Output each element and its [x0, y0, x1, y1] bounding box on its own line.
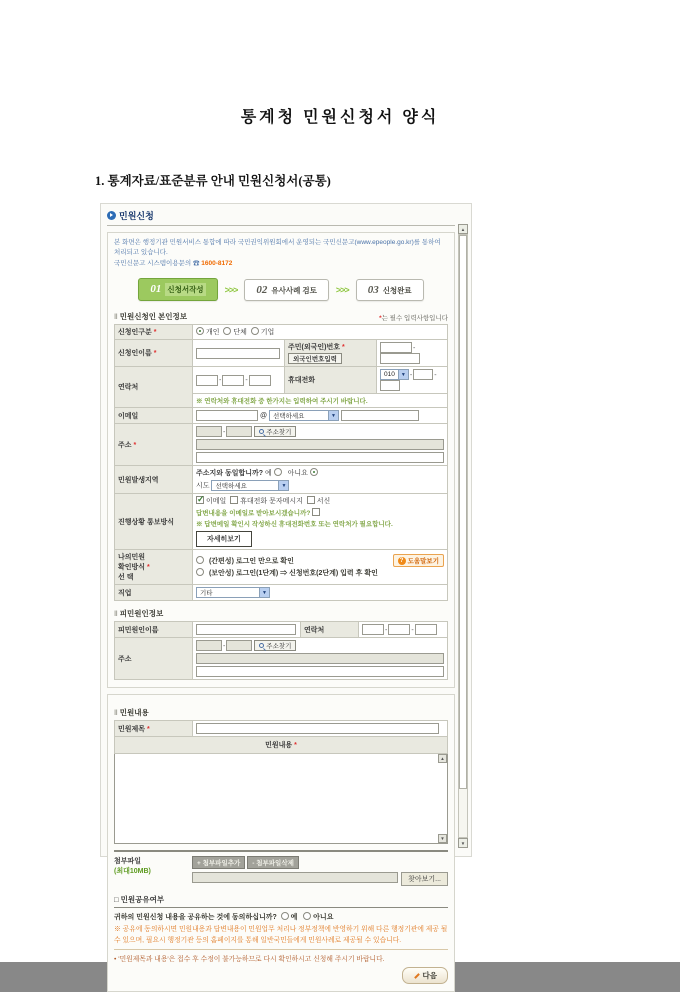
- phone-2-input[interactable]: [222, 375, 244, 386]
- sido-select[interactable]: 선택하세요 ▼: [211, 480, 289, 491]
- region-yes-label: 예: [265, 470, 272, 478]
- attachment-file-input[interactable]: [192, 872, 398, 883]
- target-address-search-button[interactable]: 주소찾기: [254, 640, 296, 651]
- progress-steps: [114, 278, 448, 301]
- notice-line2: 국민신문고 시스템이용문의 ☎: [114, 259, 200, 267]
- contact-note: ※ 연락처와 휴대전화 중 한가지는 입력하여 주시기 바랍니다.: [196, 398, 368, 406]
- sido-label: 시도: [196, 482, 210, 490]
- job-label: 직업: [115, 585, 193, 601]
- chevron-down-icon: ▼: [278, 481, 288, 490]
- checkbox-notify-email[interactable]: [196, 496, 204, 504]
- jumin-label: 주민(외국인)번호 * 외국인번호입력: [285, 340, 377, 367]
- pencil-icon: [413, 972, 420, 979]
- target-name-label: 피민원인이름: [115, 622, 193, 638]
- radio-type-company-label: 기업: [260, 329, 275, 337]
- chevron-down-icon: ▼: [328, 411, 338, 420]
- content-section-title: ‖ 민원내용: [114, 708, 149, 718]
- notify-note: ※ 답변메일 확인시 작성하신 휴대전화번호 또는 연락처가 필요합니다.: [196, 521, 393, 529]
- checkbox-answer-email[interactable]: [312, 508, 320, 516]
- applicant-section-title: ‖ 민원신청인 본인정보: [114, 312, 188, 322]
- checkbox-notify-sms[interactable]: [230, 496, 238, 504]
- radio-region-yes[interactable]: [274, 468, 282, 476]
- form-title: 민원신청: [119, 211, 154, 221]
- confirm-simple-label: (간편성) 로그인 만으로 확인: [208, 558, 294, 566]
- step-1: [138, 278, 217, 301]
- address-label: 주소 *: [115, 424, 193, 466]
- section-marker: ‖: [114, 312, 118, 322]
- share-warning: ※ 공유에 동의하시면 민원내용과 답변내용이 민원업무 처리나 정부정책에 반영하기 위해 다른 행정기관에 제공 될 수 있으며, 필요시 행정기관 등의 홈페이지를 통해 일반국민들에게 민원사례로 제공될 수 있습니다.: [114, 926, 448, 944]
- step-1-label: 신청서작성: [167, 285, 204, 295]
- help-button[interactable]: ? 도움말보기: [393, 554, 444, 567]
- zip-1-input[interactable]: [196, 426, 222, 437]
- target-address-detail-input[interactable]: [196, 666, 444, 677]
- step-2-number: 02: [256, 283, 268, 296]
- content-panel: [107, 694, 455, 992]
- applicant-name-label: 신청인이름 *: [115, 340, 193, 367]
- form-header: [107, 209, 455, 226]
- notify-letter-label: 서신: [316, 498, 331, 506]
- notify-email-label: 이메일: [205, 498, 227, 506]
- step-3-label: 신청완료: [382, 285, 412, 295]
- email-at: @: [259, 412, 268, 420]
- subject-input[interactable]: [196, 723, 439, 734]
- section-marker: ‖: [114, 609, 118, 619]
- jumin-front-input[interactable]: [380, 342, 412, 353]
- mobile-3-input[interactable]: [380, 380, 400, 391]
- radio-type-individual-label: 개인: [205, 329, 220, 337]
- notify-sms-label: 휴대전화 문자메시지: [240, 498, 303, 506]
- mobile-prefix-select[interactable]: 010 ▼: [380, 369, 409, 380]
- address-detail-input[interactable]: [196, 452, 444, 463]
- applicant-table: 신청인구분 * 개인 단체 기업 신청인이름 * 주민(외국인)번호 * 외국인번호입력 - 연락처 - - 휴대전화 010 ▼ - - ※ 연락처와 휴대전화 중 한가지는 입력하여 주시기 바랍니다. 이메일 @ 선택하세요 ▼ 주소 * - 주소찾기 민원발생지역 주소지와 동일합니까? 예 아니요 시도 선택하세요 ▼ 진행상황 통보방식 ✓ 이메일 휴대전화 문자메시지 서신 답변내용을 이메일로 받아보시겠습니까? ※ 답변메일 확인시 작성하신 휴대전화번호 또는 연락처가 필요합니다. 자세히보기 나의민원 확인방식 * 선 택 ? 도움말보기 (간편성) 로그인 만으로 확인 (보안성) 로그인(1단계) ⇒ 신청번호(2단계) 입력 후 확인 직업 기타 ▼: [114, 324, 448, 601]
- region-label: 민원발생지역: [115, 466, 193, 494]
- content-section-bar: [114, 707, 448, 718]
- radio-type-group-label: 단체: [233, 329, 247, 337]
- notice-phone: 1600-8172: [201, 259, 233, 267]
- radio-confirm-secure[interactable]: [196, 568, 204, 576]
- next-button[interactable]: 다음: [402, 967, 449, 984]
- zip-2-input[interactable]: [226, 426, 252, 437]
- textarea-scroll-down-icon[interactable]: ▼: [438, 834, 447, 843]
- body-header: 민원내용 *: [114, 737, 448, 754]
- attachment-add-button[interactable]: + 첨부파일추가: [192, 856, 245, 869]
- mobile-2-input[interactable]: [413, 369, 433, 380]
- radio-type-group[interactable]: [223, 327, 231, 335]
- email-domain-input[interactable]: [341, 410, 419, 421]
- applicant-section-bar: [114, 311, 448, 322]
- job-select[interactable]: 기타 ▼: [196, 587, 270, 598]
- radio-region-no[interactable]: [310, 468, 318, 476]
- target-address-base-input[interactable]: [196, 653, 444, 664]
- step-3: [356, 279, 424, 301]
- target-name-input[interactable]: [196, 624, 296, 635]
- checkbox-notify-letter[interactable]: [307, 496, 315, 504]
- share-yes-label: 예: [290, 914, 298, 922]
- subject-label: 민원제목 *: [115, 721, 193, 737]
- jumin-back-input[interactable]: [380, 353, 420, 364]
- email-label: 이메일: [115, 408, 193, 424]
- step-arrow-icon: >>>: [224, 284, 238, 295]
- scroll-up-icon[interactable]: ▲: [458, 224, 468, 234]
- share-note: • '민원제목과 내용'은 접수 후 수정이 불가능하므로 다시 확인하시고 신청해 주시기 바랍니다.: [114, 949, 448, 963]
- target-phone-3-input[interactable]: [415, 624, 437, 635]
- share-section-title: □ 민원공유여부: [114, 894, 448, 908]
- radio-type-company[interactable]: [251, 327, 259, 335]
- petition-form-screenshot: [100, 203, 472, 981]
- share-question: 귀하의 민원신청 내용을 공유하는 것에 동의하십니까? 예 아니요: [114, 914, 334, 922]
- step-1-number: 01: [150, 283, 162, 296]
- applicant-panel: [107, 232, 455, 688]
- search-icon: [259, 643, 264, 648]
- chevron-down-icon: ▼: [259, 588, 269, 597]
- phone-1-input[interactable]: [196, 375, 218, 386]
- radio-share-no[interactable]: [303, 912, 311, 920]
- notice-line1: 본 화면은 행정기관 민원서비스 통합에 따라 국민권익위원회에서 운영되는 국민신문고(www.epeople.go.kr)를 통하여 처리되고 있습니다.: [114, 239, 441, 257]
- foreign-number-button[interactable]: 외국인번호입력: [288, 353, 342, 364]
- step-2-label: 유사사례 검토: [271, 285, 317, 295]
- scrollbar[interactable]: [458, 224, 468, 848]
- help-icon: ?: [398, 557, 406, 565]
- region-question: 주소지와 동일합니까?: [196, 470, 264, 478]
- content-table: [114, 720, 448, 737]
- attachment-block: [114, 850, 448, 886]
- target-section-title: ‖ 피민원인정보: [114, 609, 164, 619]
- applicant-name-input[interactable]: [196, 348, 280, 359]
- mobile-label: 휴대전화: [285, 367, 377, 394]
- region-no-label: 아니요: [287, 470, 308, 478]
- scroll-down-icon[interactable]: ▼: [458, 838, 468, 848]
- applicant-type-label: 신청인구분 *: [115, 325, 193, 340]
- document-heading: 1. 통계자료/표준분류 안내 민원신청서(공통): [95, 174, 331, 188]
- notify-label: 진행상황 통보방식: [115, 494, 193, 550]
- target-phone-2-input[interactable]: [388, 624, 410, 635]
- body-textarea[interactable]: [114, 754, 448, 844]
- search-icon: [259, 429, 264, 434]
- scrollbar-thumb[interactable]: [459, 235, 467, 789]
- browse-button[interactable]: 찾아보기...: [401, 872, 448, 886]
- email-id-input[interactable]: [196, 410, 258, 421]
- attachment-delete-button[interactable]: - 첨부파일삭제: [247, 856, 299, 869]
- radio-confirm-simple[interactable]: [196, 556, 204, 564]
- target-zip-1-input[interactable]: [196, 640, 222, 651]
- address-base-input[interactable]: [196, 439, 444, 450]
- target-phone-1-input[interactable]: [362, 624, 384, 635]
- target-address-label: 주소: [115, 638, 193, 680]
- target-table: 피민원인이름 연락처 - - 주소 - 주소찾기: [114, 621, 448, 680]
- confirm-secure-label: (보안성) 로그인(1단계) ⇒ 신청번호(2단계) 입력 후 확인: [208, 570, 378, 578]
- required-note: *는 필수 입력사항입니다: [379, 315, 448, 323]
- step-arrow-icon: >>>: [335, 284, 349, 295]
- petition-bullet-icon: [107, 211, 116, 220]
- step-3-number: 03: [367, 283, 379, 296]
- confirm-method-label: 나의민원 확인방식 * 선 택: [115, 550, 193, 585]
- address-search-button[interactable]: 주소찾기: [254, 426, 296, 437]
- phone-3-input[interactable]: [249, 375, 271, 386]
- step-2: [244, 279, 329, 301]
- document-title: 통계청 민원신청서 양식: [240, 109, 440, 126]
- target-section-bar: [114, 608, 448, 619]
- email-domain-select[interactable]: 선택하세요 ▼: [269, 410, 339, 421]
- system-notice: [114, 238, 448, 269]
- detail-view-button[interactable]: 자세히보기: [196, 531, 252, 547]
- radio-type-individual[interactable]: [196, 327, 204, 335]
- target-contact-label: 연락처: [301, 622, 359, 638]
- attachment-label: 첨부파일 (최대10MB): [114, 858, 151, 876]
- scrollbar-track[interactable]: [458, 234, 468, 838]
- chevron-down-icon: ▼: [398, 370, 408, 379]
- radio-share-yes[interactable]: [281, 912, 289, 920]
- contact-label: 연락처: [115, 367, 193, 408]
- target-zip-2-input[interactable]: [226, 640, 252, 651]
- notify-question: 답변내용을 이메일로 받아보시겠습니까?: [196, 510, 311, 518]
- textarea-scroll-up-icon[interactable]: ▲: [438, 754, 447, 763]
- attachment-limit: (최대10MB): [114, 868, 151, 876]
- share-no-label: 아니요: [313, 914, 334, 922]
- section-marker: ‖: [114, 708, 118, 718]
